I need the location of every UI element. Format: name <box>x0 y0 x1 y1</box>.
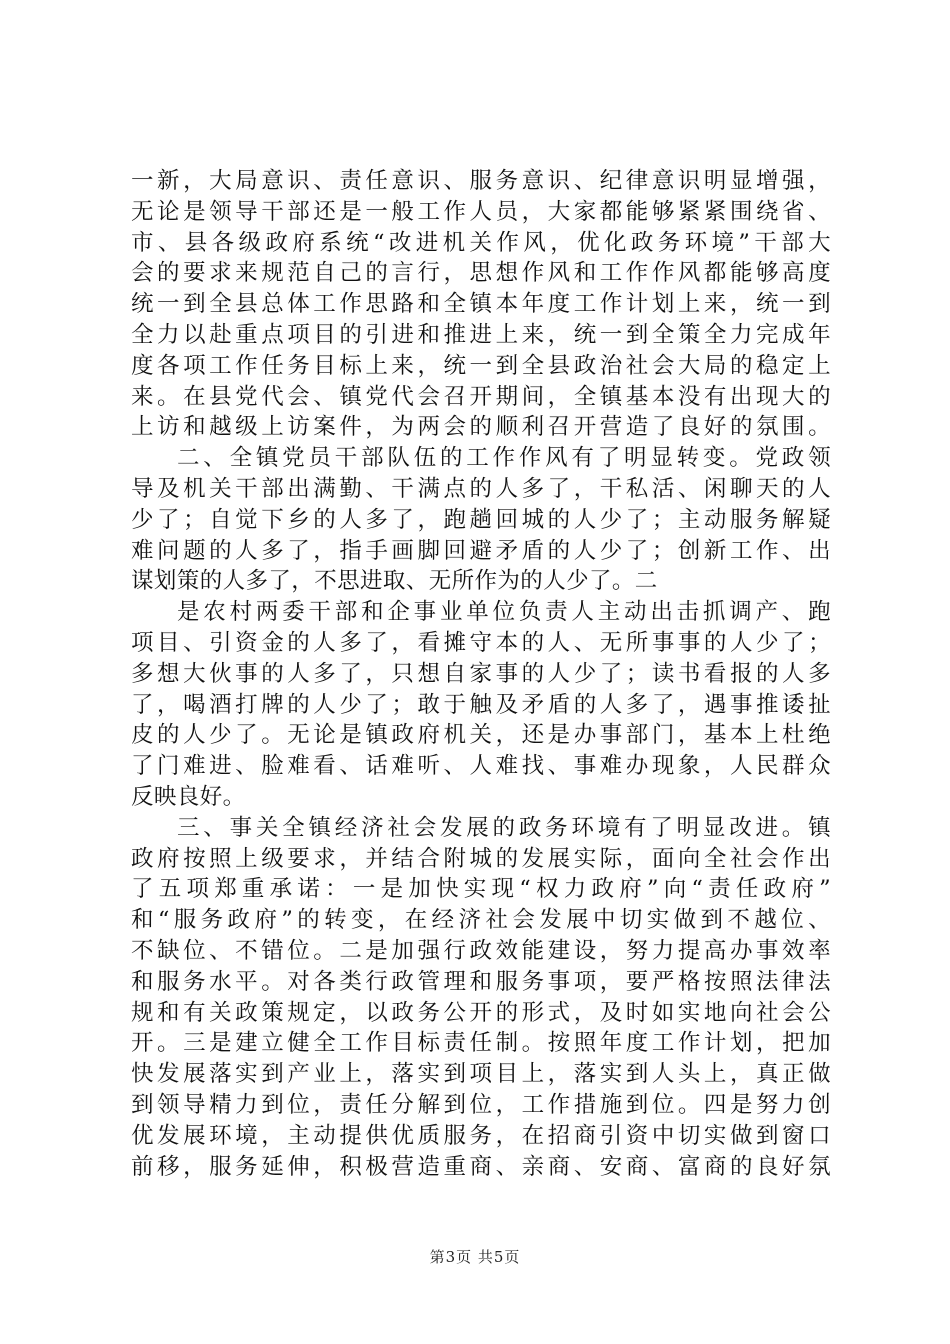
text-line: 多想大伙事的人多了，只想自家事的人少了；读书看报的人多 <box>131 660 831 687</box>
text-line: 全力以赴重点项目的引进和推进上来，统一到全策全力完成年 <box>131 321 831 348</box>
text-line: 来。在县党代会、镇党代会召开期间，全镇基本没有出现大的 <box>131 383 831 410</box>
page-number-footer: 第3页 共5页 <box>429 1248 521 1266</box>
text-line: 开。三是建立健全工作目标责任制。按照年度工作计划，把加 <box>131 1030 831 1057</box>
text-line: 难问题的人多了，指手画脚回避矛盾的人少了；创新工作、出 <box>131 537 831 564</box>
paragraph-start-line: 二、全镇党员干部队伍的工作作风有了明显转变。党政领 <box>177 445 831 472</box>
paragraph-start-line: 三、事关全镇经济社会发展的政务环境有了明显改进。镇 <box>177 814 831 841</box>
text-line: 政府按照上级要求，并结合附城的发展实际，面向全社会作出 <box>131 845 831 872</box>
document-body <box>131 166 831 1182</box>
text-line: 快发展落实到产业上，落实到项目上，落实到人头上，真正做 <box>131 1061 831 1088</box>
text-line: 市、县各级政府系统“改进机关作风，优化政务环境”干部大 <box>131 229 831 256</box>
text-line: 反映良好。 <box>131 783 246 810</box>
text-line: 了五项郑重承诺：一是加快实现“权力政府”向“责任政府” <box>131 876 831 903</box>
paragraph-start-line: 是农村两委干部和企事业单位负责人主动出击抓调产、跑 <box>177 599 831 626</box>
text-line: 了门难进、脸难看、话难听、人难找、事难办现象，人民群众 <box>131 753 831 780</box>
text-line: 一新，大局意识、责任意识、服务意识、纪律意识明显增强， <box>131 168 831 194</box>
text-line: 项目、引资金的人多了，看摊守本的人、无所事事的人少了； <box>131 629 831 656</box>
text-line: 度各项工作任务目标上来，统一到全县政治社会大局的稳定上 <box>131 352 831 379</box>
text-line: 会的要求来规范自己的言行，思想作风和工作作风都能够高度 <box>131 260 831 287</box>
text-line: 规和有关政策规定，以政务公开的形式，及时如实地向社会公 <box>131 999 831 1026</box>
text-line: 皮的人少了。无论是镇政府机关，还是办事部门，基本上杜绝 <box>131 722 831 749</box>
text-line: 导及机关干部出满勤、干满点的人多了，干私活、闲聊天的人 <box>131 475 831 502</box>
text-line: 和“服务政府”的转变，在经济社会发展中切实做到不越位、 <box>131 907 831 934</box>
text-line: 上访和越级上访案件，为两会的顺利召开营造了良好的氛围。 <box>131 414 831 441</box>
text-line: 前移，服务延伸，积极营造重商、亲商、安商、富商的良好氛 <box>131 1153 831 1180</box>
text-line: 了，喝酒打牌的人少了；敢于触及矛盾的人多了，遇事推诿扯 <box>131 691 831 718</box>
text-line: 优发展环境，主动提供优质服务，在招商引资中切实做到窗口 <box>131 1122 831 1149</box>
text-line: 统一到全县总体工作思路和全镇本年度工作计划上来，统一到 <box>131 291 831 318</box>
text-line: 少了；自觉下乡的人多了，跑趟回城的人少了；主动服务解疑 <box>131 506 831 533</box>
text-line: 到领导精力到位，责任分解到位，工作措施到位。四是努力创 <box>131 1091 831 1118</box>
text-line: 不缺位、不错位。二是加强行政效能建设，努力提高办事效率 <box>131 937 831 964</box>
text-line: 谋划策的人多了，不思进取、无所作为的人少了。二 <box>131 568 658 595</box>
text-line: 和服务水平。对各类行政管理和服务事项，要严格按照法律法 <box>131 968 831 995</box>
text-line: 无论是领导干部还是一般工作人员，大家都能够紧紧围绕省、 <box>131 198 831 225</box>
